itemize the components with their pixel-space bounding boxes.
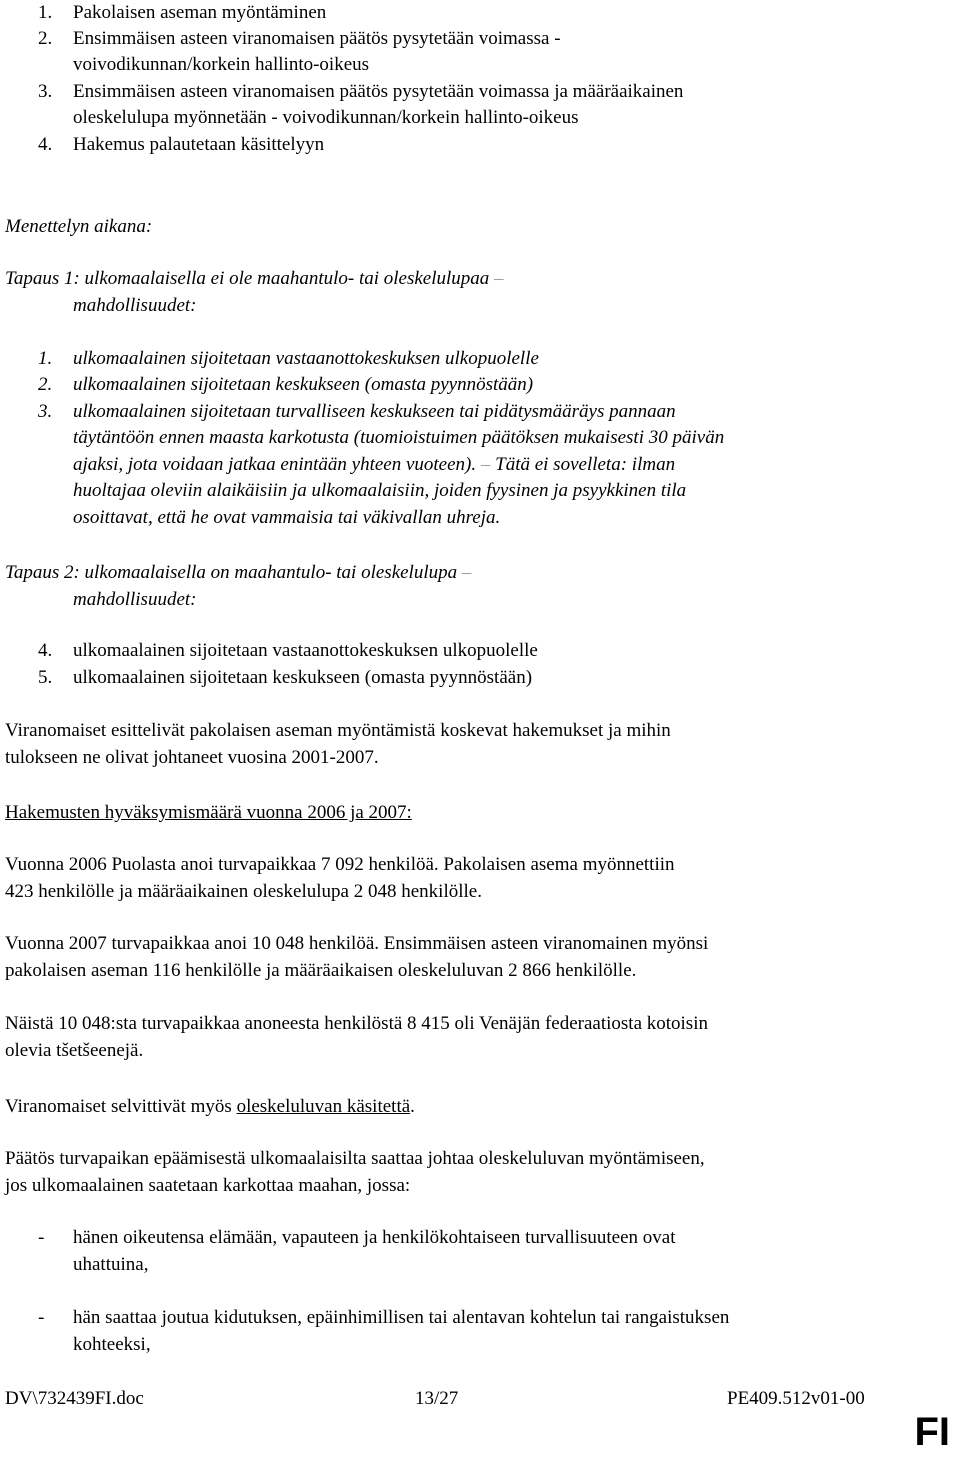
list-text: ulkomaalainen sijoitetaan keskukseen (omasta pyynnöstään) (73, 667, 533, 688)
text: . (410, 1096, 415, 1117)
list-number: 1. (38, 348, 53, 369)
case1-title-dash: – (494, 268, 504, 289)
list-text: Tätä ei sovelleta: ilman (495, 454, 676, 475)
list-number: 2. (38, 374, 53, 395)
case1-subtitle: mahdollisuudet: (73, 295, 197, 316)
section-heading: Hakemusten hyväksymismäärä vuonna 2006 ja 2007: (5, 802, 412, 823)
footer-page-number: 13/27 (415, 1388, 459, 1409)
list-text: voivodikunnan/korkein hallinto-oikeus (73, 54, 370, 75)
case1-title-text: Tapaus 1: ulkomaalaisella ei ole maahantulo- tai oleskelulupaa (5, 268, 490, 289)
list-text: Ensimmäisen asteen viranomaisen päätös pysytetään voimassa - (73, 28, 561, 49)
list-text: ulkomaalainen sijoitetaan turvalliseen keskukseen tai pidätysmääräys pannaan (73, 401, 676, 422)
list-text: täytäntöön ennen maasta karkotusta (tuomioistuimen päätöksen mukaisesti 30 päivän (73, 427, 725, 448)
bullet-text: hän saattaa joutua kidutuksen, epäinhimillisen tai alentavan kohtelun tai rangaistuksen (73, 1307, 730, 1328)
footer-doc-ref: DV\732439FI.doc (5, 1388, 144, 1409)
list-number: 5. (38, 667, 53, 688)
list-number: 4. (38, 134, 53, 155)
list-text: Pakolaisen aseman myöntäminen (73, 2, 327, 23)
list-text: osoittavat, että he ovat vammaisia tai väkivallan uhreja. (73, 507, 501, 528)
list-text: Ensimmäisen asteen viranomaisen päätös pysytetään voimassa ja määräaikainen (73, 81, 684, 102)
text-line: Viranomaiset esittelivät pakolaisen aseman myöntämistä koskevat hakemukset ja mihin (5, 720, 671, 741)
text-line: Näistä 10 048:sta turvapaikkaa anoneesta henkilöstä 8 415 oli Venäjän federaatiosta kotoisin (5, 1013, 708, 1034)
inline-dash: – (480, 454, 491, 475)
text-line: Vuonna 2006 Puolasta anoi turvapaikkaa 7 092 henkilöä. Pakolaisen asema myönnettiin (5, 854, 675, 875)
paragraph-2007 (5, 931, 925, 984)
paragraph-2006 (5, 852, 925, 905)
bullet-text: uhattuina, (73, 1254, 149, 1275)
list-text: oleskelulupa myönnetään - voivodikunnan/korkein hallinto-oikeus (73, 107, 579, 128)
bullet-dash: - (38, 1227, 45, 1248)
paragraph-naista (5, 1011, 925, 1064)
paragraph-selvittivat (5, 1094, 415, 1121)
list-text: ajaksi, jota voidaan jatkaa enintään yhteen vuoteen). (73, 454, 477, 475)
procedure-heading: Menettelyn aikana: (5, 216, 153, 237)
case2-subtitle: mahdollisuudet: (73, 589, 197, 610)
text: Viranomaiset selvittivät myös (5, 1096, 237, 1117)
list-number: 3. (38, 81, 53, 102)
list-number: 4. (38, 640, 53, 661)
list-number: 1. (38, 2, 53, 23)
paragraph-paatos (5, 1146, 925, 1199)
list-number: 3. (38, 401, 53, 422)
underlined-term: oleskeluluvan käsitettä (236, 1096, 411, 1117)
list-text: ulkomaalainen sijoitetaan vastaanottokeskuksen ulkopuolelle (73, 348, 539, 369)
case2-title-dash: – (461, 562, 472, 583)
text-line: pakolaisen aseman 116 henkilölle ja määräaikaisen oleskeluluvan 2 866 henkilölle. (5, 959, 637, 981)
text-line: jos ulkomaalainen saatetaan karkottaa maahan, jossa: (5, 1174, 411, 1196)
text-line: Päätös turvapaikan epäämisestä ulkomaalaisilta saattaa johtaa oleskeluluvan myöntämiseen, (5, 1148, 705, 1169)
bullet-dash: - (38, 1307, 45, 1328)
list-text: huoltajaa oleviin alaikäisiin ja ulkomaalaisiin, joiden fyysinen ja psyykkinen tila (73, 480, 687, 501)
list-text: ulkomaalainen sijoitetaan keskukseen (omasta pyynnöstään) (73, 374, 534, 395)
text-line: Vuonna 2007 turvapaikkaa anoi 10 048 henkilöä. Ensimmäisen asteen viranomainen myönsi (5, 933, 709, 954)
bullet-text: kohteeksi, (73, 1334, 151, 1355)
language-code: FI (914, 1410, 950, 1454)
list-text: Hakemus palautetaan käsittelyyn (73, 134, 325, 155)
list-number: 2. (38, 28, 53, 49)
case1-title (5, 266, 504, 293)
text-line: 423 henkilölle ja määräaikainen oleskelulupa 2 048 henkilölle. (5, 880, 482, 902)
footer-pe-ref: PE409.512v01-00 (727, 1388, 865, 1409)
list-text-line (73, 452, 675, 479)
paragraph-viranomaiset (5, 718, 925, 771)
text-line: tulokseen ne olivat johtaneet vuosina 2001-2007. (5, 746, 379, 768)
case2-title (5, 560, 471, 587)
text-line: olevia tšetšeenejä. (5, 1039, 144, 1061)
bullet-text: hänen oikeutensa elämään, vapauteen ja henkilökohtaiseen turvallisuuteen ovat (73, 1227, 676, 1248)
case2-title-text: Tapaus 2: ulkomaalaisella on maahantulo- tai oleskelulupa (5, 562, 458, 583)
list-text: ulkomaalainen sijoitetaan vastaanottokeskuksen ulkopuolelle (73, 640, 538, 661)
